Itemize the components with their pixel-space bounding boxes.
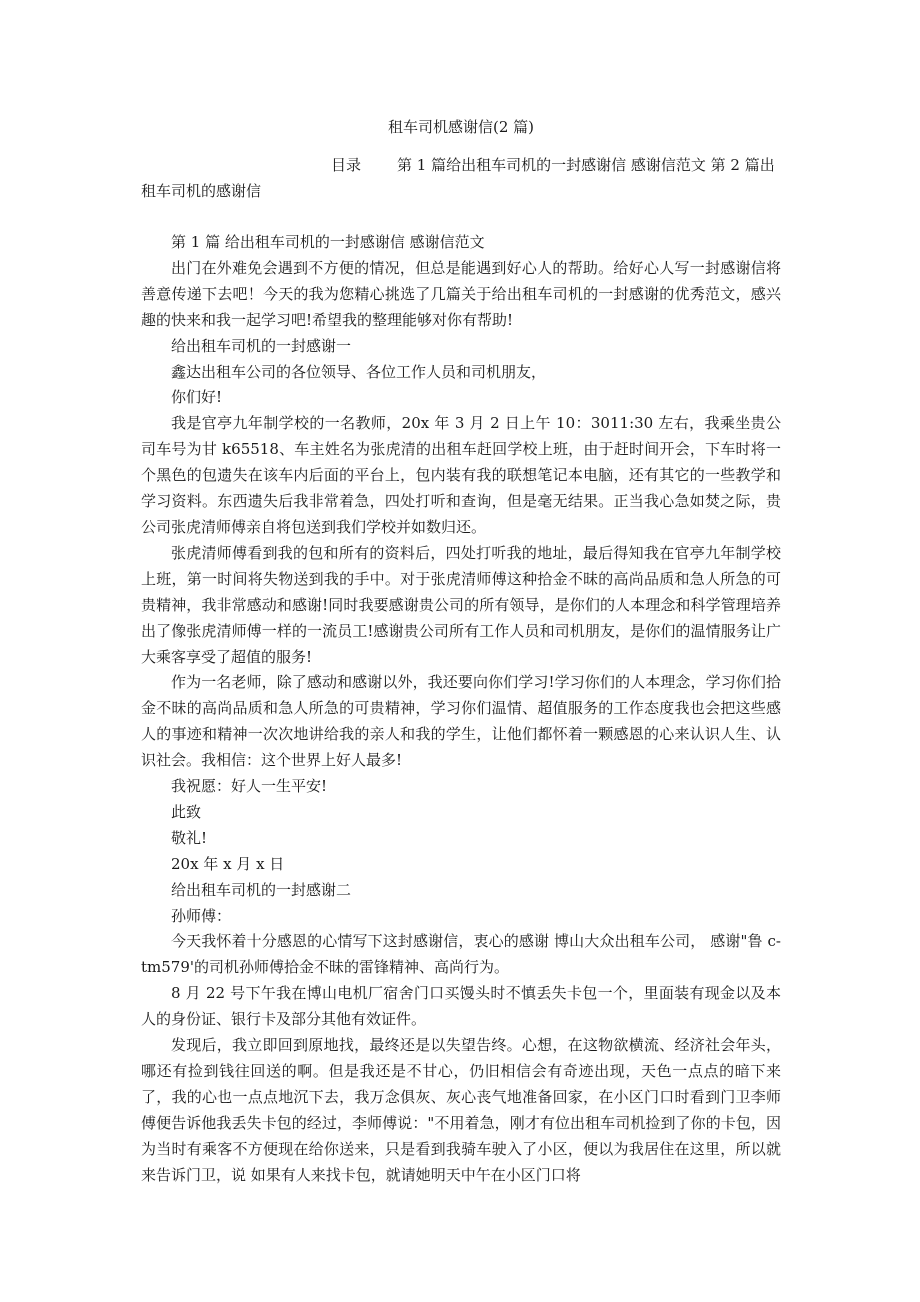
letter-1-salutation: 鑫达出租车公司的各位领导、各位工作人员和司机朋友，	[171, 362, 547, 381]
paragraph: 今天我怀着十分感恩的心情写下这封感谢信，衷心的感谢 博山大众出租车公司， 感谢"鲁 c-tm579'的司机孙师傅拾金不昧的雷锋精神、高尚行为。	[141, 932, 781, 977]
letter-1-greeting: 你们好!	[171, 388, 223, 407]
document-title: 租车司机感谢信(2 篇)	[387, 118, 535, 136]
letter-1-closing: 此致	[171, 802, 202, 821]
toc-label: 目录	[331, 156, 362, 174]
document-body	[141, 230, 781, 1189]
toc-entries: 第 1 篇给出租车司机的一封感谢信 感谢信范文 第 2 篇出租车司机的感谢信	[141, 156, 775, 200]
paragraph: 发现后，我立即回到原地找，最终还是以失望告终。心想，在这物欲横流、经济社会年头，哪还有捡到钱往回送的啊。但是我还是不甘心，仍旧相信会有奇迹出现，天色一点点的暗下来了，我的心也一点点地沉下去，我万念俱灰、灰心丧气地准备回家，在小区门口时看到门卫李师傅便告诉他我丢失卡包的经过，李师傅说："不用着急，刚才有位出租车司机捡到了你的卡包，因为当时有乘客不方便现在给你送来，只是看到我骑车驶入了小区，便以为我居住在这里，所以就来告诉门卫，说 如果有人来找卡包，就请她明天中午在小区门口将	[141, 1036, 781, 1184]
letter-2-heading: 给出租车司机的一封感谢二	[171, 880, 352, 899]
letter-1-regards: 敬礼!	[171, 828, 208, 847]
table-of-contents	[141, 152, 781, 204]
letter-1-date: 20x 年 x 月 x 日	[171, 854, 285, 873]
paragraph: 8 月 22 号下午我在博山电机厂宿舍门口买馒头时不慎丢失卡包一个，里面装有现金以及本人的身份证、银行卡及部分其他有效证件。	[141, 984, 781, 1029]
letter-1-heading: 给出租车司机的一封感谢一	[171, 336, 352, 355]
paragraph: 张虎清师傅看到我的包和所有的资料后，四处打听我的地址，最后得知我在官亭九年制学校上班，第一时间将失物送到我的手中。对于张虎清师傅这种拾金不昧的高尚品质和急人所急的可贵精神，我非常感动和感谢!同时我要感谢贵公司的所有领导，是你们的人本理念和科学管理培养出了像张虎清师傅一样的一流员工!感谢贵公司所有工作人员和司机朋友，是你们的温情服务让广大乘客享受了超值的服务!	[141, 543, 781, 666]
paragraph: 我是官亭九年制学校的一名教师，20x 年 3 月 2 日上午 10：3011:30 左右，我乘坐贵公司车号为甘 k65518、车主姓名为张虎清的出租车赶回学校上班，由于赶时间开会，下车时将一个黑色的包遗失在该车内后面的平台上，包内装有我的联想笔记本电脑，还有其它的一些教学和学习资料。东西遗失后我非常着急，四处打听和查询，但是毫无结果。正当我心急如焚之际，贵公司张虎清师傅亲自将包送到我们学校并如数归还。	[141, 414, 781, 536]
paragraph: 作为一名老师，除了感动和感谢以外，我还要向你们学习!学习你们的人本理念，学习你们拾金不昧的高尚品质和急人所急的可贵精神，学习你们温情、超值服务的工作态度我也会把这些感人的事迹和精神一次次地讲给我的亲人和我的学生，让他们都怀着一颗感恩的心来认识人生、认识社会。我相信：这个世界上好人最多!	[141, 673, 781, 770]
paragraph-intro: 出门在外难免会遇到不方便的情况，但总是能遇到好心人的帮助。给好心人写一封感谢信将善意传递下去吧！今天的我为您精心挑选了几篇关于给出租车司机的一封感谢的优秀范文，感兴趣的快来和我一起学习吧!希望我的整理能够对你有帮助!	[141, 258, 781, 329]
section-heading-1: 第 1 篇 给出租车司机的一封感谢信 感谢信范文	[171, 233, 485, 251]
letter-2-salutation: 孙师傅：	[171, 906, 232, 925]
letter-1-wish: 我祝愿：好人一生平安!	[171, 777, 328, 796]
